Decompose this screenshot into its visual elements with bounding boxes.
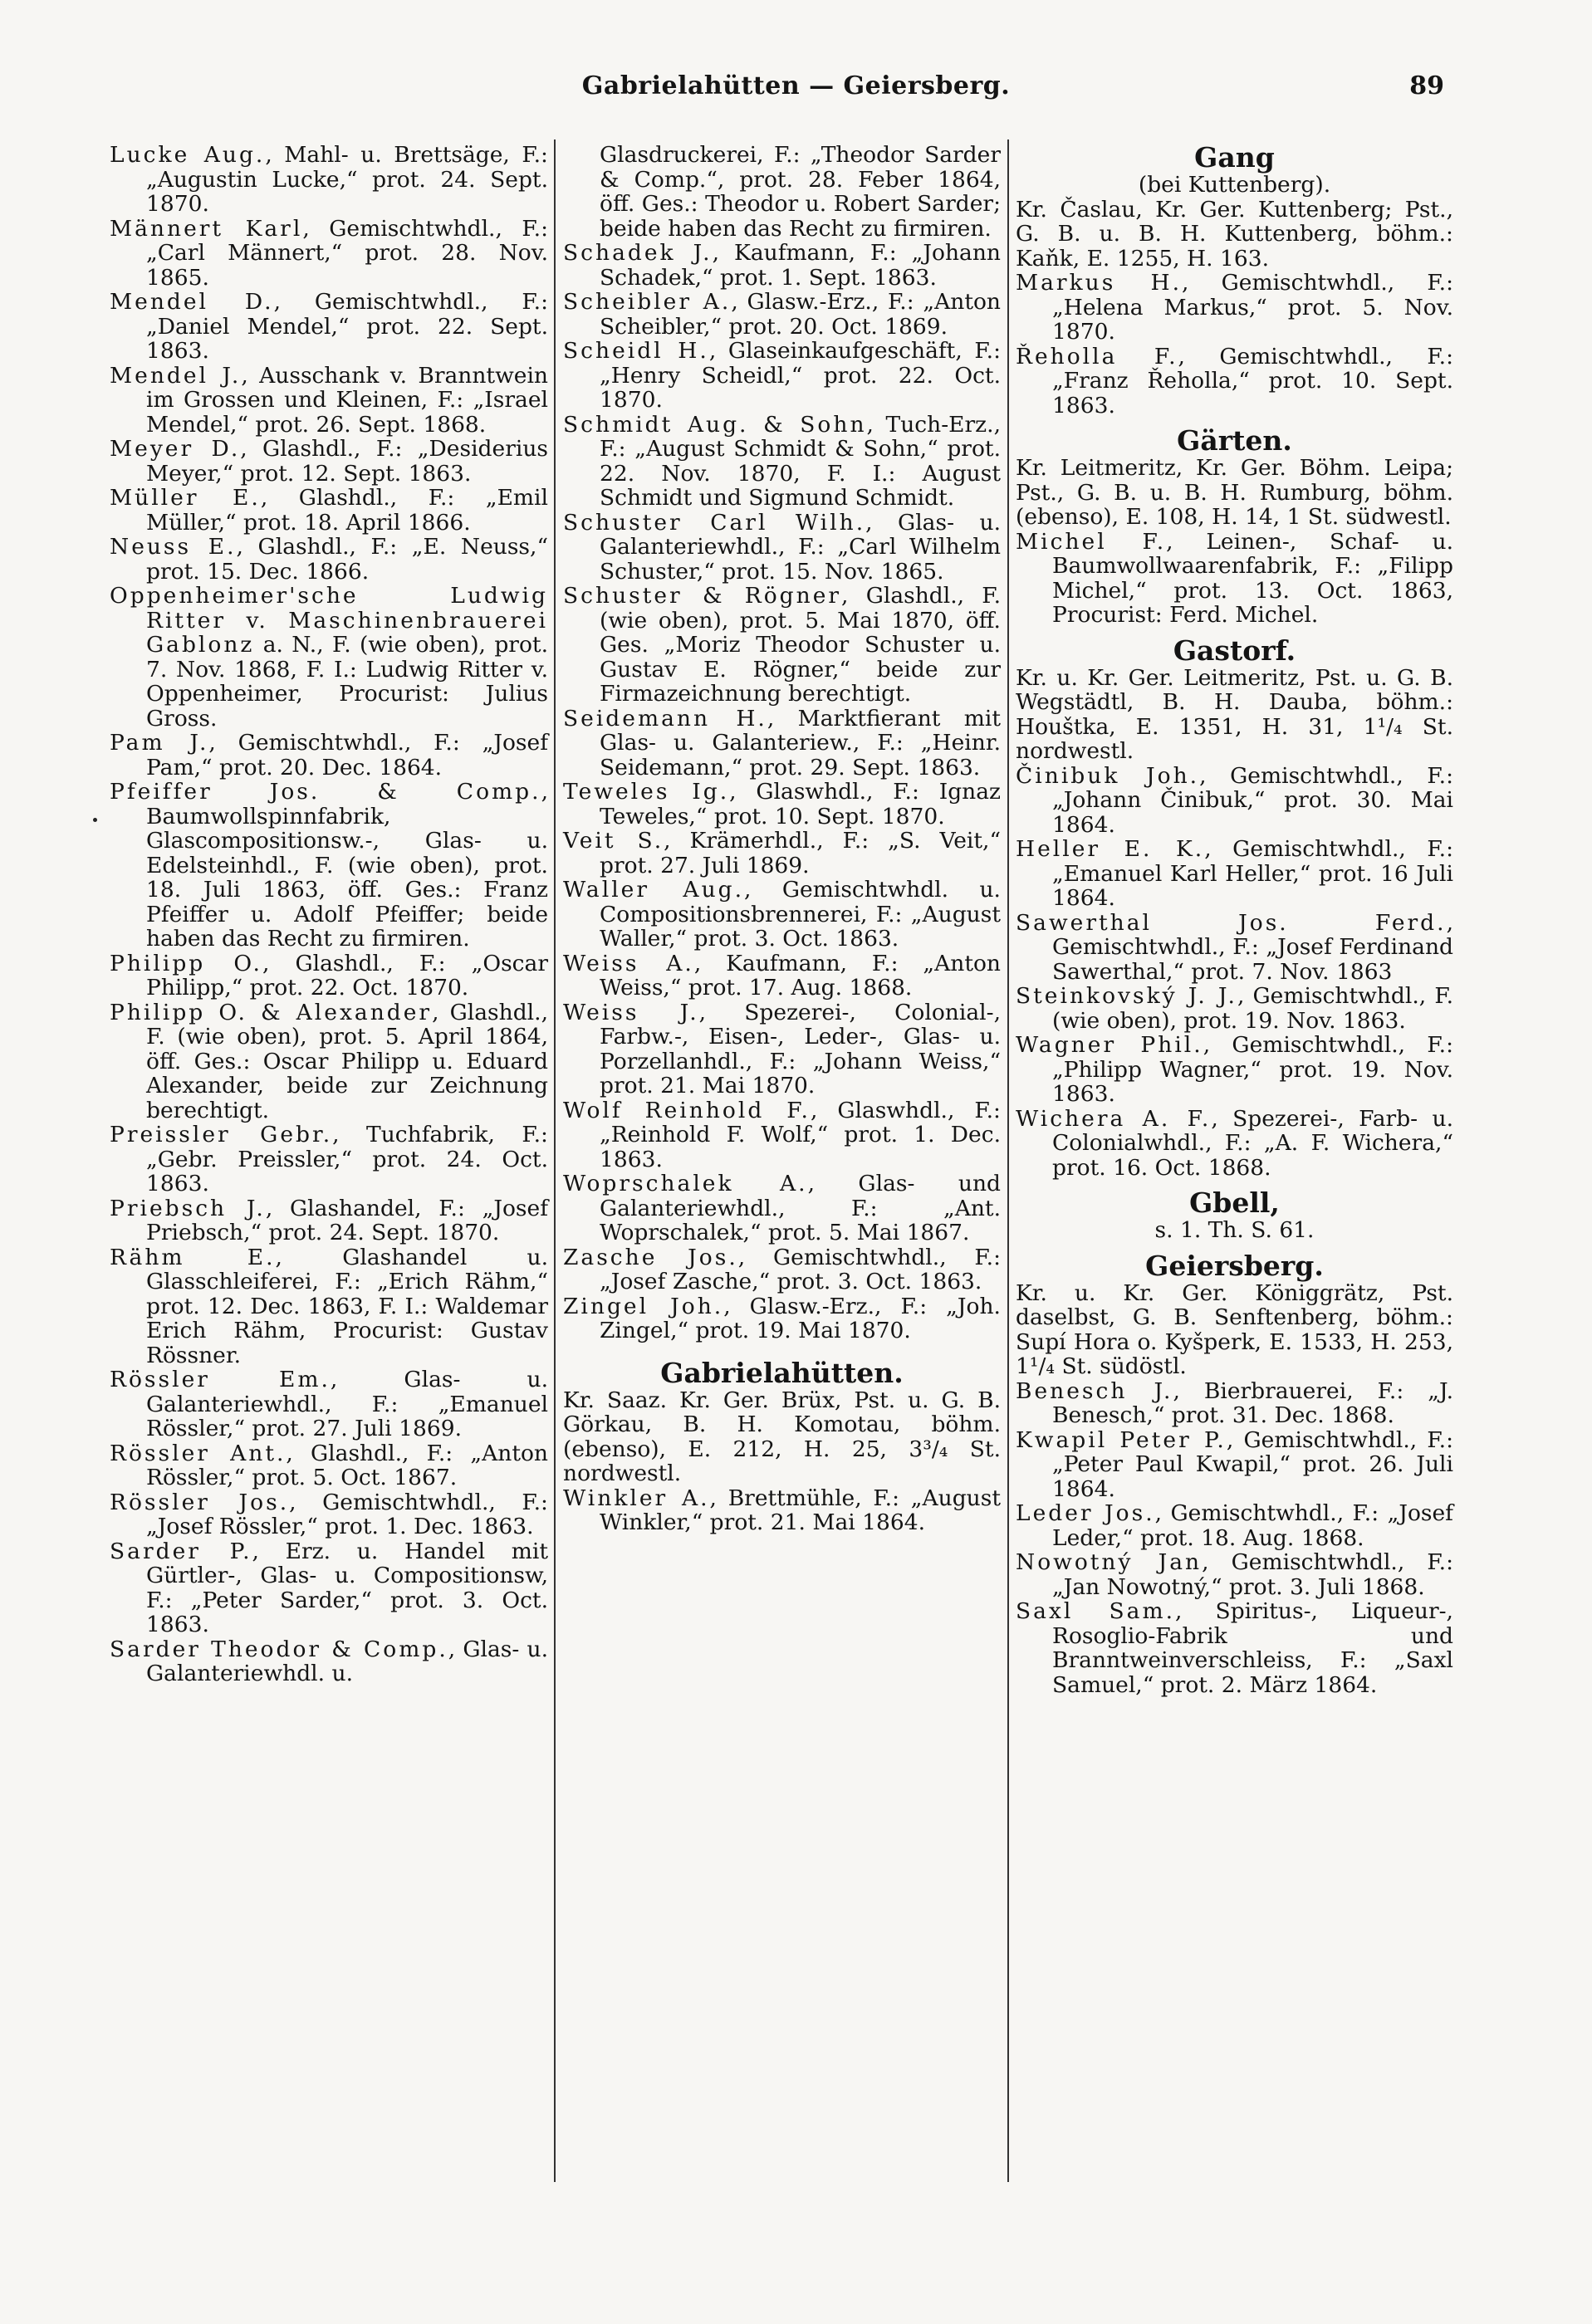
entry-details: , Glashdl., F. (wie oben), prot. 5. Mai 1870, öff. Ges. „Moriz Theodor Schuster u. Gustav E. Rögner,“ beide zur Firmazeichnung berechtigt.	[600, 583, 1001, 707]
entry-name: Pfeiffer Jos. & Comp.	[110, 779, 541, 805]
entry-details: , Glaswhdl., F.: „Reinhold F. Wolf,“ prot. 1. Dec. 1863.	[600, 1097, 1001, 1172]
directory-entry	[563, 780, 1001, 829]
entry-details: , Spezerei-, Farb- u. Colonialwhdl., F.: „A. F. Wichera,“ prot. 16. Oct. 1868.	[1052, 1105, 1453, 1181]
entry-details: , Ausschank v. Branntwein im Grossen und Kleinen, F.: „Israel Mendel,“ prot. 26. Sept. 1868.	[146, 362, 548, 438]
directory-entry	[110, 1196, 548, 1245]
entry-name: Männert Karl	[110, 215, 303, 242]
column-1	[110, 143, 548, 1686]
entry-name: Mendel J.	[110, 362, 242, 389]
column-3	[1016, 143, 1453, 1697]
entry-name: Leder Jos.	[1016, 1500, 1155, 1526]
entry-details: , Glas- und Galanteriewhdl., F.: „Ant. Woprschalek,“ prot. 5. Mai 1867.	[600, 1171, 1001, 1245]
entry-name: Steinkovský J. J.	[1016, 983, 1237, 1009]
directory-entry	[1016, 1599, 1453, 1697]
entry-name: Oppenheimer'sche Ludwig Ritter v. Maschinenbrauerei Gablonz	[110, 583, 548, 658]
entry-name: Zasche Jos.	[563, 1244, 738, 1270]
entry-name: Weiss A.	[563, 950, 694, 976]
directory-entry	[563, 413, 1001, 511]
directory-entry	[1016, 1428, 1453, 1502]
directory-entry	[110, 1637, 548, 1686]
entry-details: , Glashdl., F.: „Oscar Philipp,“ prot. 22. Oct. 1870.	[146, 950, 548, 1001]
entry-details: , Kaufmann, F.: „Anton Weiss,“ prot. 17. Aug. 1868.	[600, 950, 1001, 1001]
directory-entry	[563, 1486, 1001, 1535]
entry-name: Neuss E.	[110, 534, 237, 560]
place-subheading: (bei Kuttenberg).	[1138, 172, 1331, 198]
entry-name: Heller E. K.	[1016, 836, 1205, 862]
entry-details: , Gemischtwhdl., F.: „Josef Zasche,“ prot. 3. Oct. 1863.	[600, 1244, 1001, 1294]
entry-details: , Spezerei-, Colonial-, Farbw.-, Eisen-, Leder-, Glas- u. Porzellanhdl., F.: „Johann Weiss,“ prot. 21. Mai 1870.	[600, 999, 1001, 1098]
entry-details: , Gemischtwhdl., F.: „Franz Řeholla,“ prot. 10. Sept. 1863.	[1052, 343, 1453, 418]
entry-details: , Glashdl., F.: „Anton Rössler,“ prot. 5. Oct. 1867.	[146, 1440, 548, 1490]
directory-entry	[110, 535, 548, 584]
entry-details: , Glas- u. Galanteriewhdl., F.: „Emanuel Rössler,“ prot. 27. Juli 1869.	[146, 1367, 548, 1441]
entry-name: Lucke Aug.	[110, 142, 266, 168]
entry-details: , Gemischtwhdl., F.: „Carl Männert,“ prot. 28. Nov. 1865.	[146, 215, 548, 291]
directory-entry	[1016, 530, 1453, 628]
directory-entry	[110, 780, 548, 952]
entry-details: , Erz. u. Handel mit Gürtler-, Glas- u. Compositionsw, F.: „Peter Sarder,“ prot. 3. Oct. 1863.	[146, 1538, 549, 1637]
ink-speck	[93, 818, 97, 822]
directory-entry	[110, 584, 548, 731]
entry-details: , Bierbrauerei, F.: „J. Benesch,“ prot. 31. Dec. 1868.	[1052, 1377, 1453, 1428]
column-rule	[554, 139, 556, 2182]
entry-details: , Gemischtwhdl. u. Compositionsbrennerei, F.: „August Waller,“ prot. 3. Oct. 1863.	[600, 877, 1001, 952]
entry-name: Seidemann H.	[563, 705, 767, 731]
entry-details: , Glasw.-Erz., F.: „Joh. Zingel,“ prot. 19. Mai 1870.	[600, 1293, 1001, 1343]
page-number: 89	[1409, 71, 1444, 100]
directory-entry	[563, 290, 1001, 339]
directory-entry	[110, 1490, 548, 1539]
entry-details: , Gemischtwhdl., F.: „Helena Markus,“ prot. 5. Nov. 1870.	[1052, 270, 1453, 345]
entry-details: , Gemischtwhdl., F.: „Josef Ferdinand Sawerthal,“ prot. 7. Nov. 1863	[1052, 909, 1453, 985]
entry-list	[563, 1486, 1001, 1535]
directory-entry	[110, 364, 548, 438]
directory-entry	[1016, 1379, 1453, 1428]
directory-entry	[1016, 345, 1453, 418]
entry-name: Meyer D.	[110, 436, 241, 462]
directory-entry	[563, 1245, 1001, 1294]
entry-details: , Glaswhdl., F.: Ignaz Teweles,“ prot. 10. Sept. 1870.	[600, 779, 1001, 829]
directory-entry	[563, 511, 1001, 585]
entry-details: , Gemischtwhdl., F.: „Peter Paul Kwapil,“ prot. 26. Juli 1864.	[1052, 1426, 1453, 1502]
entry-name: Weiss J.	[563, 999, 699, 1025]
directory-entry	[563, 1098, 1001, 1172]
entry-details: , Kaufmann, F.: „Johann Schadek,“ prot. 1. Sept. 1863.	[600, 240, 1001, 291]
directory-entry	[110, 1441, 548, 1490]
entry-name: Wagner Phil.	[1016, 1032, 1203, 1058]
directory-entry	[1016, 1107, 1453, 1181]
entry-details: , Gemischtwhdl., F.: „Josef Rössler,“ prot. 1. Dec. 1863.	[146, 1489, 548, 1539]
entry-name: Řeholla F.	[1016, 343, 1178, 369]
directory-entry	[1016, 271, 1453, 345]
entry-name: Činibuk Joh.	[1016, 762, 1200, 789]
entry-details: , Spiritus-, Liqueur-, Rosoglio-Fabrik und Branntweinverschleiss, F.: „Saxl Samuel,“ prot. 2. März 1864.	[1052, 1598, 1453, 1698]
directory-entry	[110, 1001, 548, 1123]
entry-details: , Glashandel, F.: „Josef Priebsch,“ prot. 24. Sept. 1870.	[146, 1195, 548, 1245]
entry-name: Priebsch J.	[110, 1195, 266, 1221]
entry-name: Philipp O.	[110, 950, 262, 976]
directory-entry	[563, 1172, 1001, 1245]
entry-details: , Gemischtwhdl., F.: „Emanuel Karl Heller,“ prot. 16 Juli 1864.	[1052, 836, 1453, 911]
place-info: Kr. Saaz. Kr. Ger. Brüx, Pst. u. G. B. Görkau, B. H. Komotau, böhm. (ebenso), E. 212, H. 25, 3³/₄ St. nordwestl.	[563, 1387, 1001, 1486]
running-title: Gabrielahütten — Geiersberg.	[581, 71, 1011, 100]
place-heading: Gabrielahütten.	[660, 1356, 904, 1389]
entry-name: Wolf Reinhold F.	[563, 1097, 811, 1123]
directory-entry	[563, 1001, 1001, 1098]
entry-details: , Gemischtwhdl., F.: „Josef Leder,“ prot. 18. Aug. 1868.	[1052, 1500, 1453, 1551]
directory-entry	[110, 731, 548, 780]
directory-entry	[1016, 1501, 1453, 1550]
entry-name: Kwapil Peter P.	[1016, 1426, 1227, 1453]
directory-entry	[563, 952, 1001, 1001]
entry-name: Schuster & Rögner	[563, 583, 842, 609]
directory-entry	[110, 486, 548, 535]
entry-name: Rössler Jos.	[110, 1489, 290, 1515]
directory-entry	[110, 290, 548, 364]
entry-details: , Brettmühle, F.: „August Winkler,“ prot. 21. Mai 1864.	[600, 1485, 1001, 1535]
directory-entry	[110, 1245, 548, 1368]
place-heading: Gärten.	[1177, 424, 1292, 457]
entry-details: , Gemischtwhdl., F.: „Johann Činibuk,“ prot. 30. Mai 1864.	[1052, 762, 1454, 838]
directory-entry	[110, 952, 548, 1001]
place-info: Kr. u. Kr. Ger. Leitmeritz, Pst. u. G. B. Wegstädtl, B. H. Dauba, böhm.: Houštka, E. 1351, H. 31, 1¹/₄ St. nordwestl.	[1016, 664, 1453, 764]
directory-entry	[110, 1123, 548, 1196]
entry-name: Woprschalek A.	[563, 1171, 808, 1196]
entry-name: Schadek J.	[563, 240, 713, 266]
entry-details: , Glashdl., F.: „E. Neuss,“ prot. 15. Dec. 1866.	[146, 534, 548, 585]
directory-entry	[563, 1294, 1001, 1343]
entry-details: , Glashdl., F.: „Desiderius Meyer,“ prot. 12. Sept. 1863.	[146, 436, 548, 487]
entry-details: , Tuch-Erz., F.: „August Schmidt & Sohn,“ prot. 22. Nov. 1870, F. I.: August Schmidt und Sigmund Schmidt.	[600, 411, 1001, 511]
place-info: Kr. Časlau, Kr. Ger. Kuttenberg; Pst., G. B. u. B. H. Kuttenberg, böhm.: Kaňk, E. 1255, H. 163.	[1016, 196, 1453, 272]
entry-name: Waller Aug.	[563, 877, 745, 903]
entry-details: , Gemischtwhdl., F. (wie oben), prot. 19. Nov. 1863.	[1052, 983, 1454, 1034]
entry-details: , Gemischtwhdl., F.: „Josef Pam,“ prot. 20. Dec. 1864.	[146, 730, 548, 780]
entry-name: Saxl Sam.	[1016, 1598, 1175, 1624]
entry-name: Winkler A.	[563, 1485, 710, 1511]
column-rule	[1007, 139, 1009, 2182]
directory-entry	[1016, 764, 1453, 838]
entry-details: , Leinen-, Schaf- u. Baumwollwaarenfabrik, F.: „Filipp Michel,“ prot. 13. Oct. 1863, Procurist: Ferd. Michel.	[1052, 528, 1453, 628]
entry-details: , Tuchfabrik, F.: „Gebr. Preissler,“ prot. 24. Oct. 1863.	[146, 1122, 548, 1196]
entry-name: Preissler Gebr.	[110, 1122, 333, 1147]
entry-name: Rössler Em.	[110, 1367, 331, 1392]
continuation-entry: Glasdruckerei, F.: „Theodor Sarder & Comp.“, prot. 28. Feber 1864, öff. Ges.: Theodor u. Robert Sarder; beide haben das Recht zu firmiren.	[600, 142, 1001, 242]
entry-name: Teweles Ig.	[563, 779, 730, 805]
entry-details: , Glasw.-Erz., F.: „Anton Scheibler,“ prot. 20. Oct. 1869.	[600, 289, 1001, 340]
entry-name: Scheibler A.	[563, 289, 732, 315]
column-2	[563, 143, 1001, 1535]
entry-details: , Glas- u. Galanteriewhdl., F.: „Carl Wilhelm Schuster,“ prot. 15. Nov. 1865.	[600, 509, 1001, 585]
directory-entry	[110, 1539, 548, 1637]
directory-entry	[563, 584, 1001, 707]
directory-entry	[1016, 837, 1453, 911]
entry-details: a. N., F. (wie oben), prot. 7. Nov. 1868, F. I.: Ludwig Ritter v. Oppenheimer, Procurist: Julius Gross.	[146, 632, 548, 731]
place-heading: Gastorf.	[1173, 634, 1296, 667]
entry-name: Veit S.	[563, 828, 664, 854]
directory-entry	[110, 437, 548, 486]
entry-name: Michel F.	[1016, 528, 1167, 555]
entry-details: , Glaseinkaufgeschäft, F.: „Henry Scheidl,“ prot. 22. Oct. 1870.	[600, 338, 1001, 413]
entry-details: , Gemischtwhdl., F.: „Daniel Mendel,“ prot. 22. Sept. 1863.	[146, 289, 548, 364]
place-heading: Geiersberg.	[1145, 1249, 1324, 1282]
entry-name: Scheidl H.	[563, 338, 709, 364]
entry-list	[1016, 530, 1453, 628]
entry-name: Mendel D.	[110, 289, 274, 315]
entry-name: Schmidt Aug. & Sohn	[563, 411, 867, 438]
directory-entry	[110, 217, 548, 291]
entry-details: , Gemischtwhdl., F.: „Philipp Wagner,“ prot. 19. Nov. 1863.	[1052, 1032, 1454, 1107]
entry-name: Sarder Theodor & Comp.	[110, 1636, 448, 1662]
entry-list	[1016, 1379, 1453, 1698]
cross-reference: s. 1. Th. S. 61.	[1154, 1217, 1315, 1243]
entry-name: Rähm E.	[110, 1244, 276, 1270]
directory-entry	[110, 1367, 548, 1441]
entry-name: Rössler Ant.	[110, 1440, 287, 1466]
directory-entry	[563, 878, 1001, 952]
place-info: Kr. u. Kr. Ger. Königgrätz, Pst. daselbst, G. B. Senftenberg, böhm.: Supí Hora o. Kyšperk, E. 1533, H. 253, 1¹/₄ St. südöstl.	[1016, 1279, 1453, 1379]
directory-entry	[563, 829, 1001, 878]
directory-entry	[563, 339, 1001, 413]
entry-name: Wichera A. F.	[1016, 1105, 1212, 1132]
place-info: Kr. Leitmeritz, Kr. Ger. Böhm. Leipa; Pst., G. B. u. B. H. Rumburg, böhm. (ebenso), E. 108, H. 14, 1 St. südwestl.	[1016, 455, 1453, 530]
entry-details: , Glashdl., F. (wie oben), prot. 5. April 1864, öff. Ges.: Oscar Philipp u. Eduard Alexander, beide zur Zeichnung berechtigt.	[146, 999, 548, 1123]
directory-entry	[1016, 1033, 1453, 1107]
entry-details: , Glas- u. Galanteriewhdl. u.	[146, 1636, 548, 1686]
entry-details: , Glashandel u. Glasschleiferei, F.: „Erich Rähm,“ prot. 12. Dec. 1863, F. I.: Waldemar Erich Rähm, Procurist: Gustav Rössner.	[146, 1244, 548, 1368]
directory-entry	[1016, 911, 1453, 985]
entry-list	[1016, 271, 1453, 418]
entry-details: , Krämerhdl., F.: „S. Veit,“ prot. 27. Juli 1869.	[600, 828, 1001, 878]
directory-entry	[1016, 1550, 1453, 1599]
entry-name: Schuster Carl Wilh.	[563, 509, 866, 536]
directory-entry	[563, 241, 1001, 290]
entry-name: Pam J.	[110, 730, 209, 756]
entry-details: , Baumwollspinnfabrik, Glascompositionsw.-, Glas- u. Edelsteinhdl., F. (wie oben), prot. 18. Juli 1863, öff. Ges.: Franz Pfeiffer u. Adolf Pfeiffer; beide haben das Recht zu firmiren.	[146, 779, 548, 952]
entry-list	[563, 241, 1001, 1343]
directory-entry	[563, 707, 1001, 780]
entry-name: Müller E.	[110, 485, 261, 511]
entry-name: Sarder P.	[110, 1538, 252, 1564]
entry-name: Markus H.	[1016, 270, 1183, 296]
entry-name: Philipp O. & Alexander	[110, 999, 433, 1025]
directory-entry	[110, 143, 548, 217]
entry-name: Nowotný Jan	[1016, 1549, 1203, 1575]
place-heading: Gbell,	[1189, 1186, 1280, 1219]
entry-details: , Gemischtwhdl., F.: „Jan Nowotný,“ prot. 3. Juli 1868.	[1052, 1549, 1453, 1600]
entry-name: Sawerthal Jos. Ferd.	[1016, 909, 1447, 936]
place-heading: Gang	[1194, 141, 1275, 174]
entry-details: , Glashdl., F.: „Emil Müller,“ prot. 18. April 1866.	[146, 485, 548, 536]
entry-details: , Marktfierant mit Glas- u. Galanteriew., F.: „Heinr. Seidemann,“ prot. 29. Sept. 1863.	[600, 705, 1001, 780]
entry-name: Zingel Joh.	[563, 1293, 724, 1319]
entry-list	[1016, 764, 1453, 1181]
entry-details: , Mahl- u. Brettsäge, F.: „Augustin Lucke,“ prot. 24. Sept. 1870.	[146, 142, 548, 217]
entry-name: Benesch J.	[1016, 1377, 1173, 1404]
directory-entry	[1016, 984, 1453, 1033]
